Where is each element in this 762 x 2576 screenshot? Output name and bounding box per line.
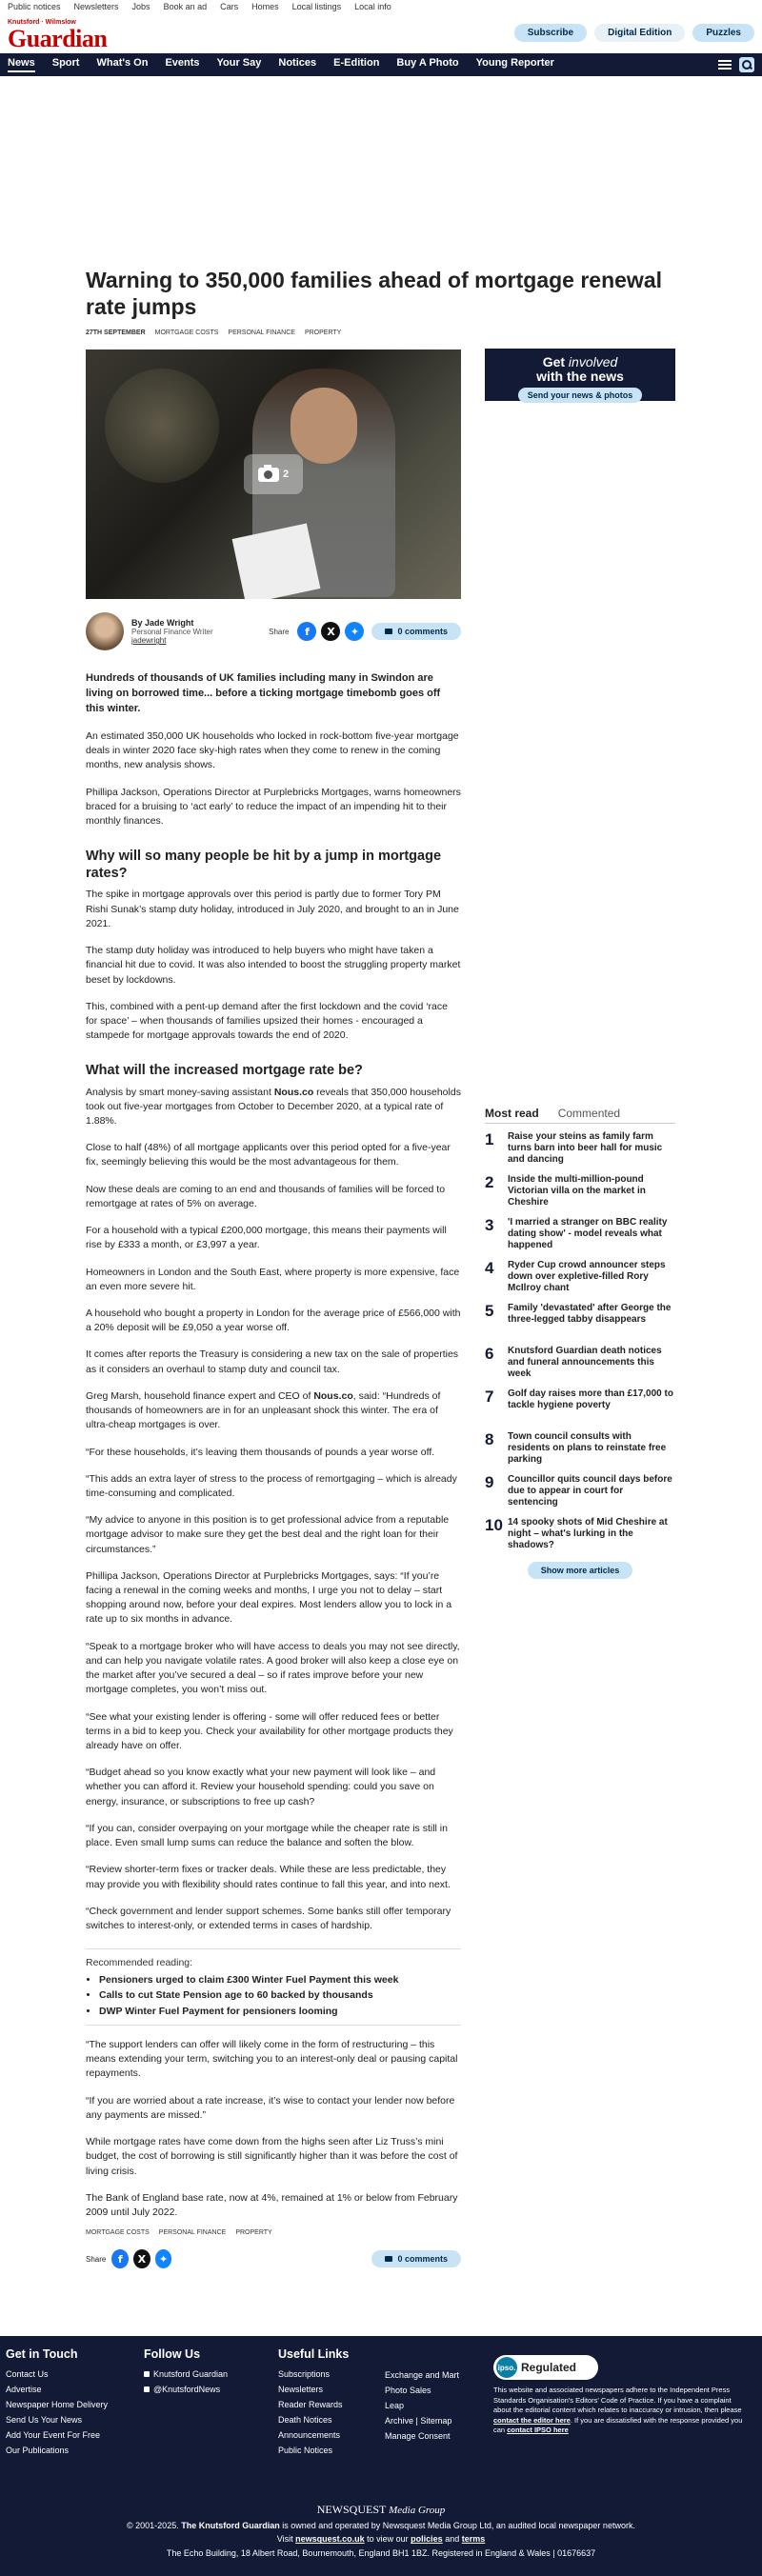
article-date: 27TH SEPTEMBER xyxy=(86,329,146,337)
ipso-badge[interactable] xyxy=(493,2355,598,2380)
article-lead: Hundreds of thousands of UK families including many in Swindon are living on borrowed time... before a ticking mortgage timebomb goes off this winter. xyxy=(86,672,441,714)
paragraph: Phillipa Jackson, Operations Director at Purplebricks Mortgages, warns homeowners braced for a bruising to ‘act early’ to reduce the impact of an impending hit to their monthly finances. xyxy=(86,786,461,827)
promo-subheading: with the news xyxy=(536,369,624,384)
most-read-item[interactable] xyxy=(485,1301,675,1344)
paragraph: Analysis by smart money-saving assistant Nous.co reveals that 350,000 households took out five-year mortgages from October to December 2020, at a typical rate of 1.88%. xyxy=(86,1086,461,1127)
article-tags-bottom xyxy=(86,2229,461,2236)
footer-heading: Get in Touch xyxy=(6,2347,78,2361)
most-read-rank: 5 xyxy=(485,1302,494,1320)
contact-editor-link[interactable]: contact the editor here xyxy=(493,2415,571,2425)
photo-count: 2 xyxy=(282,469,290,481)
footer-useful-links-2 xyxy=(385,2367,459,2444)
subheading: What will the increased mortgage rate be? xyxy=(86,1063,363,1079)
paragraph: The spike in mortgage approvals over this period is partly due to former Tory PM Rishi Sunak’s stamp duty holiday, introduced in July 2020, and brought to an in June 2021. xyxy=(86,889,459,929)
nous-link[interactable]: Nous.co xyxy=(313,1389,353,1402)
footer-link[interactable]: Send Us Your News xyxy=(6,2415,83,2426)
most-read-item[interactable] xyxy=(485,1258,675,1301)
footer-link[interactable]: Newsletters xyxy=(278,2385,324,2395)
most-read-title[interactable]: 'I married a stranger on BBC reality dating show' - model reveals what happened xyxy=(508,1217,668,1251)
paragraph: The Bank of England base rate, now at 4%, remained at 1% or below from February 2009 until July 2022. xyxy=(86,2191,458,2218)
send-news-promo xyxy=(485,349,675,401)
site-logo[interactable] xyxy=(8,18,108,52)
paragraph: Homeowners in London and the South East, where property is more expensive, face an even more severe hit. xyxy=(86,1266,460,1292)
most-read-rank: 8 xyxy=(485,1430,494,1448)
most-read-rank: 2 xyxy=(485,1173,494,1191)
most-read-item[interactable] xyxy=(485,1515,675,1558)
terms-link[interactable]: terms xyxy=(461,2534,486,2545)
x-icon[interactable]: X xyxy=(133,2249,150,2268)
tab-most-read[interactable]: Most read xyxy=(485,1107,539,1120)
paragraph: While mortgage rates have come down from the highs seen after Liz Truss’s mini budget, the cost of borrowing is still significantly higher than it was before the cost of living crisis. xyxy=(86,2136,458,2177)
recommended-link[interactable]: • Pensioners urged to claim £300 Winter Fuel Payment this week xyxy=(99,1972,461,1987)
most-read-title[interactable]: Ryder Cup crowd announcer steps down over expletive-filled Rory McIlroy chant xyxy=(508,1260,666,1294)
footer xyxy=(0,2336,762,2576)
nav-item-sport[interactable]: Sport xyxy=(51,57,80,69)
paragraph: “If you can, consider overpaying on your mortgage while the cheaper rate is still in place. Even small lump sums can reduce the balance and soften the blow. xyxy=(86,1822,448,1849)
promo-heading: Get involved xyxy=(542,354,618,369)
utility-link[interactable]: Local listings xyxy=(291,2,342,11)
most-read-title[interactable]: Golf day raises more than £17,000 to tackle hygiene poverty xyxy=(508,1388,673,1411)
camera-icon xyxy=(258,468,279,482)
footer-link[interactable]: Reader Rewards xyxy=(278,2400,343,2410)
most-read-title[interactable]: Family 'devastated' after George the three-legged tabby disappears xyxy=(508,1303,672,1326)
footer-link[interactable]: Advertise xyxy=(6,2385,42,2395)
nous-link[interactable]: Nous.co xyxy=(273,1086,314,1098)
utility-link[interactable]: Cars xyxy=(220,2,239,11)
footer-link[interactable]: Manage Consent xyxy=(385,2431,451,2442)
most-read-item[interactable] xyxy=(485,1344,675,1387)
paragraph: Greg Marsh, household finance expert and CEO of Nous.co, said: “Hundreds of thousands of homeowners are in for an unpleasant shock this winter. The era of ultra-cheap mortgages is over. xyxy=(86,1389,441,1431)
footer-link[interactable]: Photo Sales xyxy=(385,2386,431,2396)
ad-space xyxy=(0,76,762,267)
most-read-item[interactable] xyxy=(485,1215,675,1258)
footer-heading: Follow Us xyxy=(144,2347,201,2361)
footer-link[interactable]: Subscriptions xyxy=(278,2369,331,2379)
recommended-link[interactable]: • Calls to cut State Pension age to 60 backed by thousands xyxy=(99,1987,461,2003)
x-link[interactable]: @KnutsfordNews xyxy=(144,2382,228,2397)
most-read-widget xyxy=(485,1107,675,1579)
recommended-link[interactable]: • DWP Winter Fuel Payment for pensioners looming xyxy=(99,2004,461,2019)
most-read-title[interactable]: Inside the multi-million-pound Victorian villa on the market in Cheshire xyxy=(508,1174,646,1208)
nav-item-young-reporter[interactable]: Young Reporter xyxy=(475,57,554,69)
menu-icon[interactable] xyxy=(718,60,732,70)
logo-subtitle: Knutsford · Wilmslow xyxy=(8,18,76,26)
footer-link[interactable]: Leap xyxy=(385,2401,405,2411)
masthead-actions xyxy=(514,24,754,42)
utility-link[interactable]: Book an ad xyxy=(163,2,208,11)
paragraph: Close to half (48%) of all mortgage applicants over this period opted for a five-year fix, seemingly believing this would be the most advantageous for them. xyxy=(86,1142,451,1168)
footer-link[interactable]: Contact Us xyxy=(6,2369,49,2379)
paragraph: “See what your existing lender is offering - some will offer reduced fees or better terms in a bid to keep you. Check your availability for other mortgage products they already have on offer. xyxy=(86,1710,453,1751)
comment-icon xyxy=(385,2256,392,2262)
share-bar-bottom xyxy=(86,2249,461,2268)
policies-link[interactable]: policies xyxy=(411,2534,443,2545)
most-read-rank: 10 xyxy=(485,1516,503,1534)
subscribe-button[interactable]: Subscribe xyxy=(514,24,587,42)
share-bar xyxy=(269,622,364,641)
most-read-item[interactable] xyxy=(485,1472,675,1515)
most-read-rank: 3 xyxy=(485,1216,494,1234)
utility-link[interactable]: Newsletters xyxy=(73,2,119,11)
footer-link[interactable]: Add Your Event For Free xyxy=(6,2430,101,2441)
footer-link[interactable]: Our Publications xyxy=(6,2446,70,2456)
recommended-reading xyxy=(86,1948,461,2026)
author-name[interactable]: By Jade Wright xyxy=(131,618,194,629)
author-role: Personal Finance Writer xyxy=(131,628,213,637)
tab-commented[interactable]: Commented xyxy=(557,1107,621,1120)
nav-item-news[interactable]: News xyxy=(8,57,35,72)
most-read-rank: 1 xyxy=(485,1130,494,1148)
article-tags xyxy=(86,329,461,336)
comment-icon xyxy=(385,629,392,634)
most-read-rank: 6 xyxy=(485,1345,494,1363)
paragraph: “Budget ahead so you know exactly what your new payment will look like – and whether you can afford it. Review your household spending: could you save on energy, insurance, or subscriptions to free up cash? xyxy=(86,1767,436,1807)
most-read-title[interactable]: Raise your steins as family farm turns barn into beer hall for music and dancing xyxy=(508,1131,663,1166)
logo-wordmark: Guardian xyxy=(8,24,108,52)
tag-link[interactable]: PROPERTY xyxy=(235,2229,272,2237)
most-read-rank: 4 xyxy=(485,1259,494,1277)
most-read-title[interactable]: 14 spooky shots of Mid Cheshire at night – what's lurking in the shadows? xyxy=(508,1517,668,1551)
author-handle[interactable]: jadewright xyxy=(131,636,167,646)
paragraph: It comes after reports the Treasury is considering a new tax on the sale of properties as it considers an overhaul to stamp duty and council tax. xyxy=(86,1348,459,1375)
paragraph: This, combined with a pent-up demand after the first lockdown and the covid ‘race for space’ – when thousands of families upsized their homes - encouraged a stampede for mortgage approvals towards the end of 2020. xyxy=(86,1000,448,1042)
footer-link[interactable]: Exchange and Mart xyxy=(385,2370,460,2380)
tag-link[interactable]: PROPERTY xyxy=(304,329,342,337)
footer-link[interactable]: Announcements xyxy=(278,2430,341,2441)
paragraph: “Review shorter-term fixes or tracker deals. While these are less predictable, they may provide you with flexibility should rates continue to fall this year, and into next. xyxy=(86,1864,451,1890)
puzzles-button[interactable]: Puzzles xyxy=(692,24,754,42)
paragraph: “Speak to a mortgage broker who will have access to deals you may not see directly, and can help you navigate volatile rates. A good broker will also keep a close eye on the market after you’ve secured a deal – so if rates improve before your new mortgage completes, you won’t miss out. xyxy=(86,1640,460,1696)
nav-item-your-say[interactable]: Your Say xyxy=(216,57,262,69)
paragraph: Now these deals are coming to an end and thousands of families will be forced to remortgage at rates of 5% on average. xyxy=(86,1183,446,1209)
article-body xyxy=(86,671,461,2220)
recommended-title: Recommended reading: xyxy=(86,1957,193,1969)
share-label: Share xyxy=(86,2254,107,2264)
paragraph: A household who bought a property in London for the average price of £566,000 with a 20% deposit will be £9,050 a year worse off. xyxy=(86,1307,461,1334)
utility-bar xyxy=(0,0,762,13)
most-read-title[interactable]: Town council consults with residents on plans to reinstate free parking xyxy=(508,1431,667,1466)
utility-link[interactable]: Homes xyxy=(251,2,279,11)
footer-follow-us xyxy=(144,2347,228,2397)
nav-item-whats-on[interactable]: What's On xyxy=(96,57,149,69)
tag-link[interactable]: PERSONAL FINANCE xyxy=(158,2229,227,2237)
footer-heading: Useful Links xyxy=(278,2347,350,2361)
ipso-statement: This website and associated newspapers adhere to the Independent Press Standards Organisation's Editors' Code of Practice. If you have a complaint about the editorial content which relates to inaccuracy or intrusion, then please contact the editor here. If you are dissatisfied with the response provided you can contact IPSO here xyxy=(493,2386,743,2434)
facebook-link[interactable]: Knutsford Guardian xyxy=(144,2366,228,2382)
most-read-title[interactable]: Knutsford Guardian death notices and funeral announcements this week xyxy=(508,1346,662,1380)
comments-button[interactable]: 0 comments xyxy=(371,2250,461,2267)
comments-button[interactable]: 0 comments xyxy=(371,623,461,640)
paragraph: An estimated 350,000 UK households who locked in rock-bottom five-year mortgage deals in winter 2020 face sky-high rates when they come to renew in the coming months, new analysis shows. xyxy=(86,729,459,771)
gallery-button[interactable] xyxy=(244,454,303,494)
search-icon[interactable] xyxy=(739,57,754,72)
most-read-item[interactable] xyxy=(485,1129,675,1172)
paragraph: “If you are worried about a rate increase, it’s wise to contact your lender now before any payments are missed.” xyxy=(86,2094,455,2121)
author-avatar[interactable] xyxy=(86,612,124,650)
facebook-icon[interactable]: f xyxy=(297,622,316,641)
paragraph: “For these households, it’s leaving them thousands of pounds a year worse off. xyxy=(86,1446,435,1458)
send-news-button[interactable]: Send your news & photos xyxy=(518,388,643,403)
paragraph: For a household with a typical £200,000 mortgage, this means their payments will rise by £333 a month, or £3,997 a year. xyxy=(86,1225,447,1251)
paragraph: “This adds an extra layer of stress to the process of remortgaging – which is already time-consuming and complicated. xyxy=(86,1472,457,1499)
show-more-button[interactable]: Show more articles xyxy=(528,1562,632,1579)
most-read-rank: 7 xyxy=(485,1388,494,1406)
footer-useful-links xyxy=(278,2347,349,2458)
footer-link[interactable]: Public Notices xyxy=(278,2446,333,2456)
most-read-item[interactable] xyxy=(485,1172,675,1215)
nav-item-buy-a-photo[interactable]: Buy A Photo xyxy=(396,57,459,69)
utility-link[interactable]: Public notices xyxy=(8,2,61,11)
ipso-label: Regulated xyxy=(521,2361,577,2374)
share-label: Share xyxy=(269,627,290,636)
most-read-rank: 9 xyxy=(485,1473,494,1491)
tag-link[interactable]: PERSONAL FINANCE xyxy=(228,329,295,337)
paragraph: “Check government and lender support schemes. Some banks still offer temporary switches to interest-only, or extended terms in cases of hardship. xyxy=(86,1905,451,1931)
footer-link[interactable]: Newspaper Home Delivery xyxy=(6,2400,109,2410)
paragraph: “The support lenders can offer will likely come in the form of restructuring – this means extending your term, switching you to an interest-only deal or pausing capital repayments. xyxy=(86,2038,458,2080)
newsquest-logo[interactable]: NEWSQUEST Media Group xyxy=(316,2503,446,2516)
utility-link[interactable]: Local info xyxy=(354,2,391,11)
utility-link[interactable]: Jobs xyxy=(131,2,150,11)
contact-ipso-link[interactable]: contact IPSO here xyxy=(507,2426,569,2434)
paragraph: Phillipa Jackson, Operations Director at Purplebricks Mortgages, says: “If you’re facing a renewal in the coming weeks and months, I urge you not to delay – start shopping around now, before your deal expires. Most lenders allow you to lock in a rate up to six months in advance. xyxy=(86,1569,452,1626)
tag-link[interactable]: MORTGAGE COSTS xyxy=(154,329,219,337)
footer-link[interactable]: Death Notices xyxy=(278,2415,332,2426)
bluesky-icon[interactable]: ✦ xyxy=(345,622,364,641)
tag-link[interactable]: MORTGAGE COSTS xyxy=(86,2229,150,2237)
newsquest-link[interactable]: newsquest.co.uk xyxy=(295,2534,365,2545)
facebook-icon[interactable]: f xyxy=(111,2249,129,2268)
x-icon[interactable]: X xyxy=(321,622,340,641)
subheading: Why will so many people be hit by a jump in mortgage rates? xyxy=(86,849,442,882)
ipso-logo: ipso. xyxy=(496,2357,517,2378)
main-nav xyxy=(0,53,762,76)
most-read-item[interactable] xyxy=(485,1387,675,1429)
article-headline: Warning to 350,000 families ahead of mortgage renewal rate jumps xyxy=(86,268,662,320)
nav-item-events[interactable]: Events xyxy=(165,57,200,69)
byline xyxy=(86,610,461,652)
masthead xyxy=(0,13,762,53)
digital-edition-button[interactable]: Digital Edition xyxy=(594,24,685,42)
paragraph: “My advice to anyone in this position is to get professional advice from a reputable mortgage advisor to make sure they get the best deal and the right loan for their circumstances.” xyxy=(86,1514,450,1555)
bluesky-icon[interactable]: ✦ xyxy=(155,2249,172,2268)
most-read-item[interactable] xyxy=(485,1429,675,1472)
copyright: © 2001-2025. The Knutsford Guardian is owned and operated by Newsquest Media Group Ltd, an audited local newspaper network. Visit newsquest.co.uk to view our policies and terms The Echo Building, 18 Albert Road, Bournemouth, England BH1 1BZ. Registered in England & Wales | 01676637 xyxy=(127,2521,635,2558)
nav-item-e-edition[interactable]: E-Edition xyxy=(333,57,380,69)
footer-get-in-touch xyxy=(6,2347,108,2458)
most-read-title[interactable]: Councillor quits council days before due to appear in court for sentencing xyxy=(508,1474,672,1508)
nav-item-notices[interactable]: Notices xyxy=(278,57,317,69)
footer-link[interactable]: Archive | Sitemap xyxy=(385,2416,452,2426)
paragraph: The stamp duty holiday was introduced to help buyers who might have taken a financial hit due to covid. It was also intended to boost the struggling property market beset by lockdowns. xyxy=(86,945,461,986)
hero-image[interactable] xyxy=(86,349,461,599)
